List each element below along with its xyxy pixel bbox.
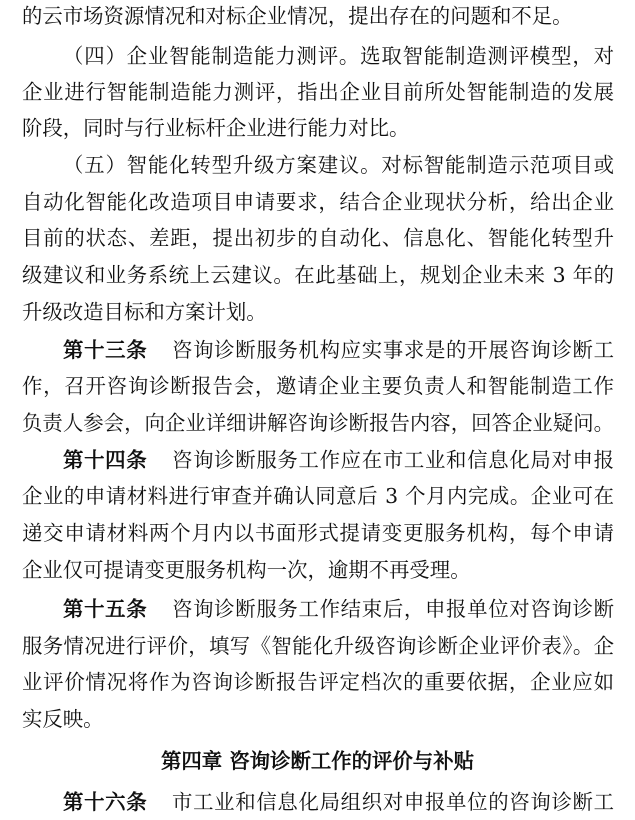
text-line: 目前的状态、差距，提出初步的自动化、信息化、智能化转型升 (22, 226, 614, 250)
text-line: 递交申请材料两个月内以书面形式提请变更服务机构，每个申请 (22, 521, 614, 545)
article-label: 第十四条 (63, 448, 148, 472)
text-line: （四）企业智能制造能力测评。选取智能制造测评模型，对 (63, 44, 614, 68)
text-line: 企业仅可提请变更服务机构一次，逾期不再受理。 (22, 558, 471, 582)
article-label: 第十五条 (63, 597, 148, 621)
text-line: 业评价情况将作为咨询诊断报告评定档次的重要依据，企业应如 (22, 670, 614, 694)
article-text: 市工业和信息化局组织对申报单位的咨询诊断工 (171, 790, 615, 814)
text-line: （五）智能化转型升级方案建议。对标智能制造示范项目或 (63, 153, 614, 177)
text-line: 负责人参会，向企业详细讲解咨询诊断报告内容，回答企业疑问。 (22, 411, 614, 435)
text-line: 级建议和业务系统上云建议。在此基础上，规划企业未来 3 年的 (22, 263, 614, 287)
text-line: 的云市场资源情况和对标企业情况，提出存在的问题和不足。 (22, 4, 573, 28)
article-14-first-line (63, 444, 614, 476)
article-label: 第十六条 (63, 790, 148, 814)
article-text: 咨询诊断服务工作应在市工业和信息化局对申报 (171, 448, 615, 472)
article-13-first-line (63, 334, 614, 366)
text-line: 实反映。 (22, 707, 104, 731)
article-text: 咨询诊断服务工作结束后，申报单位对咨询诊断 (171, 597, 615, 621)
article-label: 第十三条 (63, 338, 148, 362)
text-line: 升级改造目标和方案计划。 (22, 300, 267, 324)
article-text: 咨询诊断服务机构应实事求是的开展咨询诊断工 (171, 338, 615, 362)
text-line: 企业进行智能制造能力测评，指出企业目前所处智能制造的发展 (22, 80, 614, 104)
text-line: 作，召开咨询诊断报告会，邀请企业主要负责人和智能制造工作 (22, 374, 614, 398)
chapter-heading: 第四章 咨询诊断工作的评价与补贴 (161, 749, 474, 773)
text-line: 服务情况进行评价，填写《智能化升级咨询诊断企业评价表》。企 (22, 634, 614, 658)
article-15-first-line (63, 593, 614, 625)
text-line: 企业的申请材料进行审查并确认同意后 3 个月内完成。企业可在 (22, 484, 614, 508)
text-line: 自动化智能化改造项目申请要求，结合企业现状分析，给出企业 (22, 190, 614, 214)
article-16-first-line (63, 786, 614, 818)
text-line: 阶段，同时与行业标杆企业进行能力对比。 (22, 116, 410, 140)
